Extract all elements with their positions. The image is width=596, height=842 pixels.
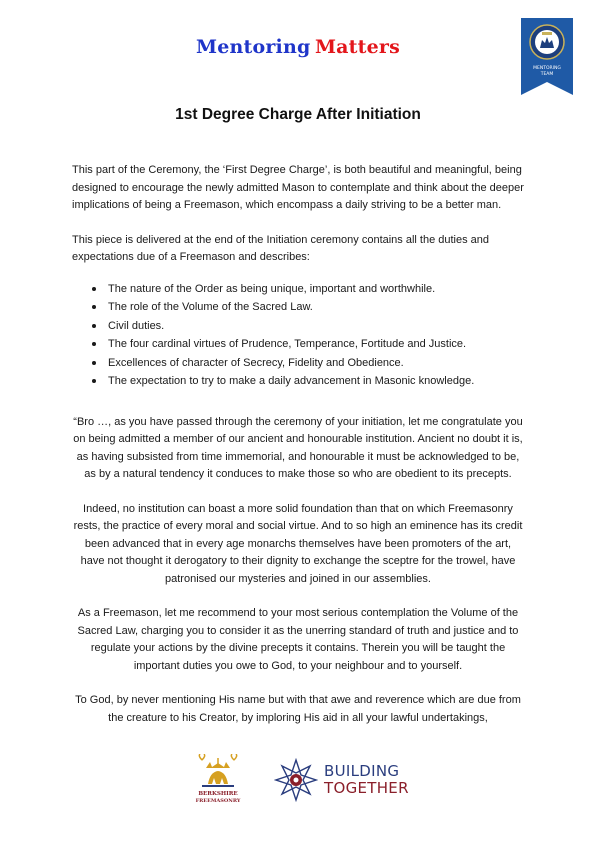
list-item: The role of the Volume of the Sacred Law. xyxy=(108,298,524,317)
list-item: Excellences of character of Secrecy, Fidelity and Obedience. xyxy=(108,354,524,373)
title-matters: Matters xyxy=(314,36,401,58)
freemasonry-text: FREEMASONRY xyxy=(195,798,241,804)
berkshire-text: BERKSHIRE xyxy=(198,791,238,797)
document-body xyxy=(72,162,524,727)
building-together-wordmark xyxy=(324,763,409,797)
footer-logos xyxy=(188,754,418,814)
banner-text-line2: TEAM xyxy=(540,72,554,77)
list-item: The expectation to try to make a daily advancement in Masonic knowledge. xyxy=(108,372,524,391)
mentoring-team-banner-logo xyxy=(521,18,573,95)
page-heading: 1st Degree Charge After Initiation xyxy=(175,106,421,123)
together-text: TOGETHER xyxy=(324,779,409,797)
charge-paragraph: To God, by never mentioning His name but with that awe and reverence which are due from the creature to his Creator, by imploring His aid in all your lawful undertakings, xyxy=(75,694,521,724)
charge-paragraph: Indeed, no institution can boast a more solid foundation than that on which Freemasonry rests, the practice of every moral and social virtue. And to so high an eminence has its credit been advanced that in every age monarchs themselves have been promoters of the art, have not thought it derogatory to their dignity to exchange the sceptre for the trowel, have patronised our mysteries and joined in our assemblies. xyxy=(73,502,523,585)
building-text: BUILDING xyxy=(324,762,400,780)
document-title xyxy=(0,36,596,58)
charge-paragraph: As a Freemason, let me recommend to your most serious contemplation the Volume of the Sacred Law, charging you to consider it as the unerring standard of truth and justice and to regulate your actions by the divine precepts it contains. Therein you will be taught the important duties you owe to God, to your neighbour and to yourself. xyxy=(77,607,519,672)
berkshire-freemasonry-logo xyxy=(188,754,248,806)
list-item: The nature of the Order as being unique, important and worthwhile. xyxy=(108,280,524,299)
duties-list xyxy=(72,280,524,391)
building-together-star-icon xyxy=(274,758,318,802)
title-mentoring: Mentoring xyxy=(195,36,311,58)
list-item: Civil duties. xyxy=(108,317,524,336)
banner-text-line1: MENTORING xyxy=(533,66,561,71)
charge-paragraph: “Bro …, as you have passed through the ceremony of your initiation, let me congratulate you on being admitted a member of our ancient and honourable institution. Ancient no doubt it is, as having subsisted from time immemorial, and honourable it must be acknowledged to be, as by a natural tendency it conduces to make those so who are obedient to its precepts. xyxy=(73,415,523,480)
intro-paragraph: This piece is delivered at the end of the Initiation ceremony contains all the duties and expectations due of a Freemason and describes: xyxy=(72,233,490,263)
intro-paragraph: This part of the Ceremony, the ‘First Degree Charge’, is both beautiful and meaningful, being designed to encourage the newly admitted Mason to contemplate and think about the deeper implications of being a Freemason, which encompass a daily striving to be a better man. xyxy=(72,164,524,211)
list-item: The four cardinal virtues of Prudence, Temperance, Fortitude and Justice. xyxy=(108,335,524,354)
